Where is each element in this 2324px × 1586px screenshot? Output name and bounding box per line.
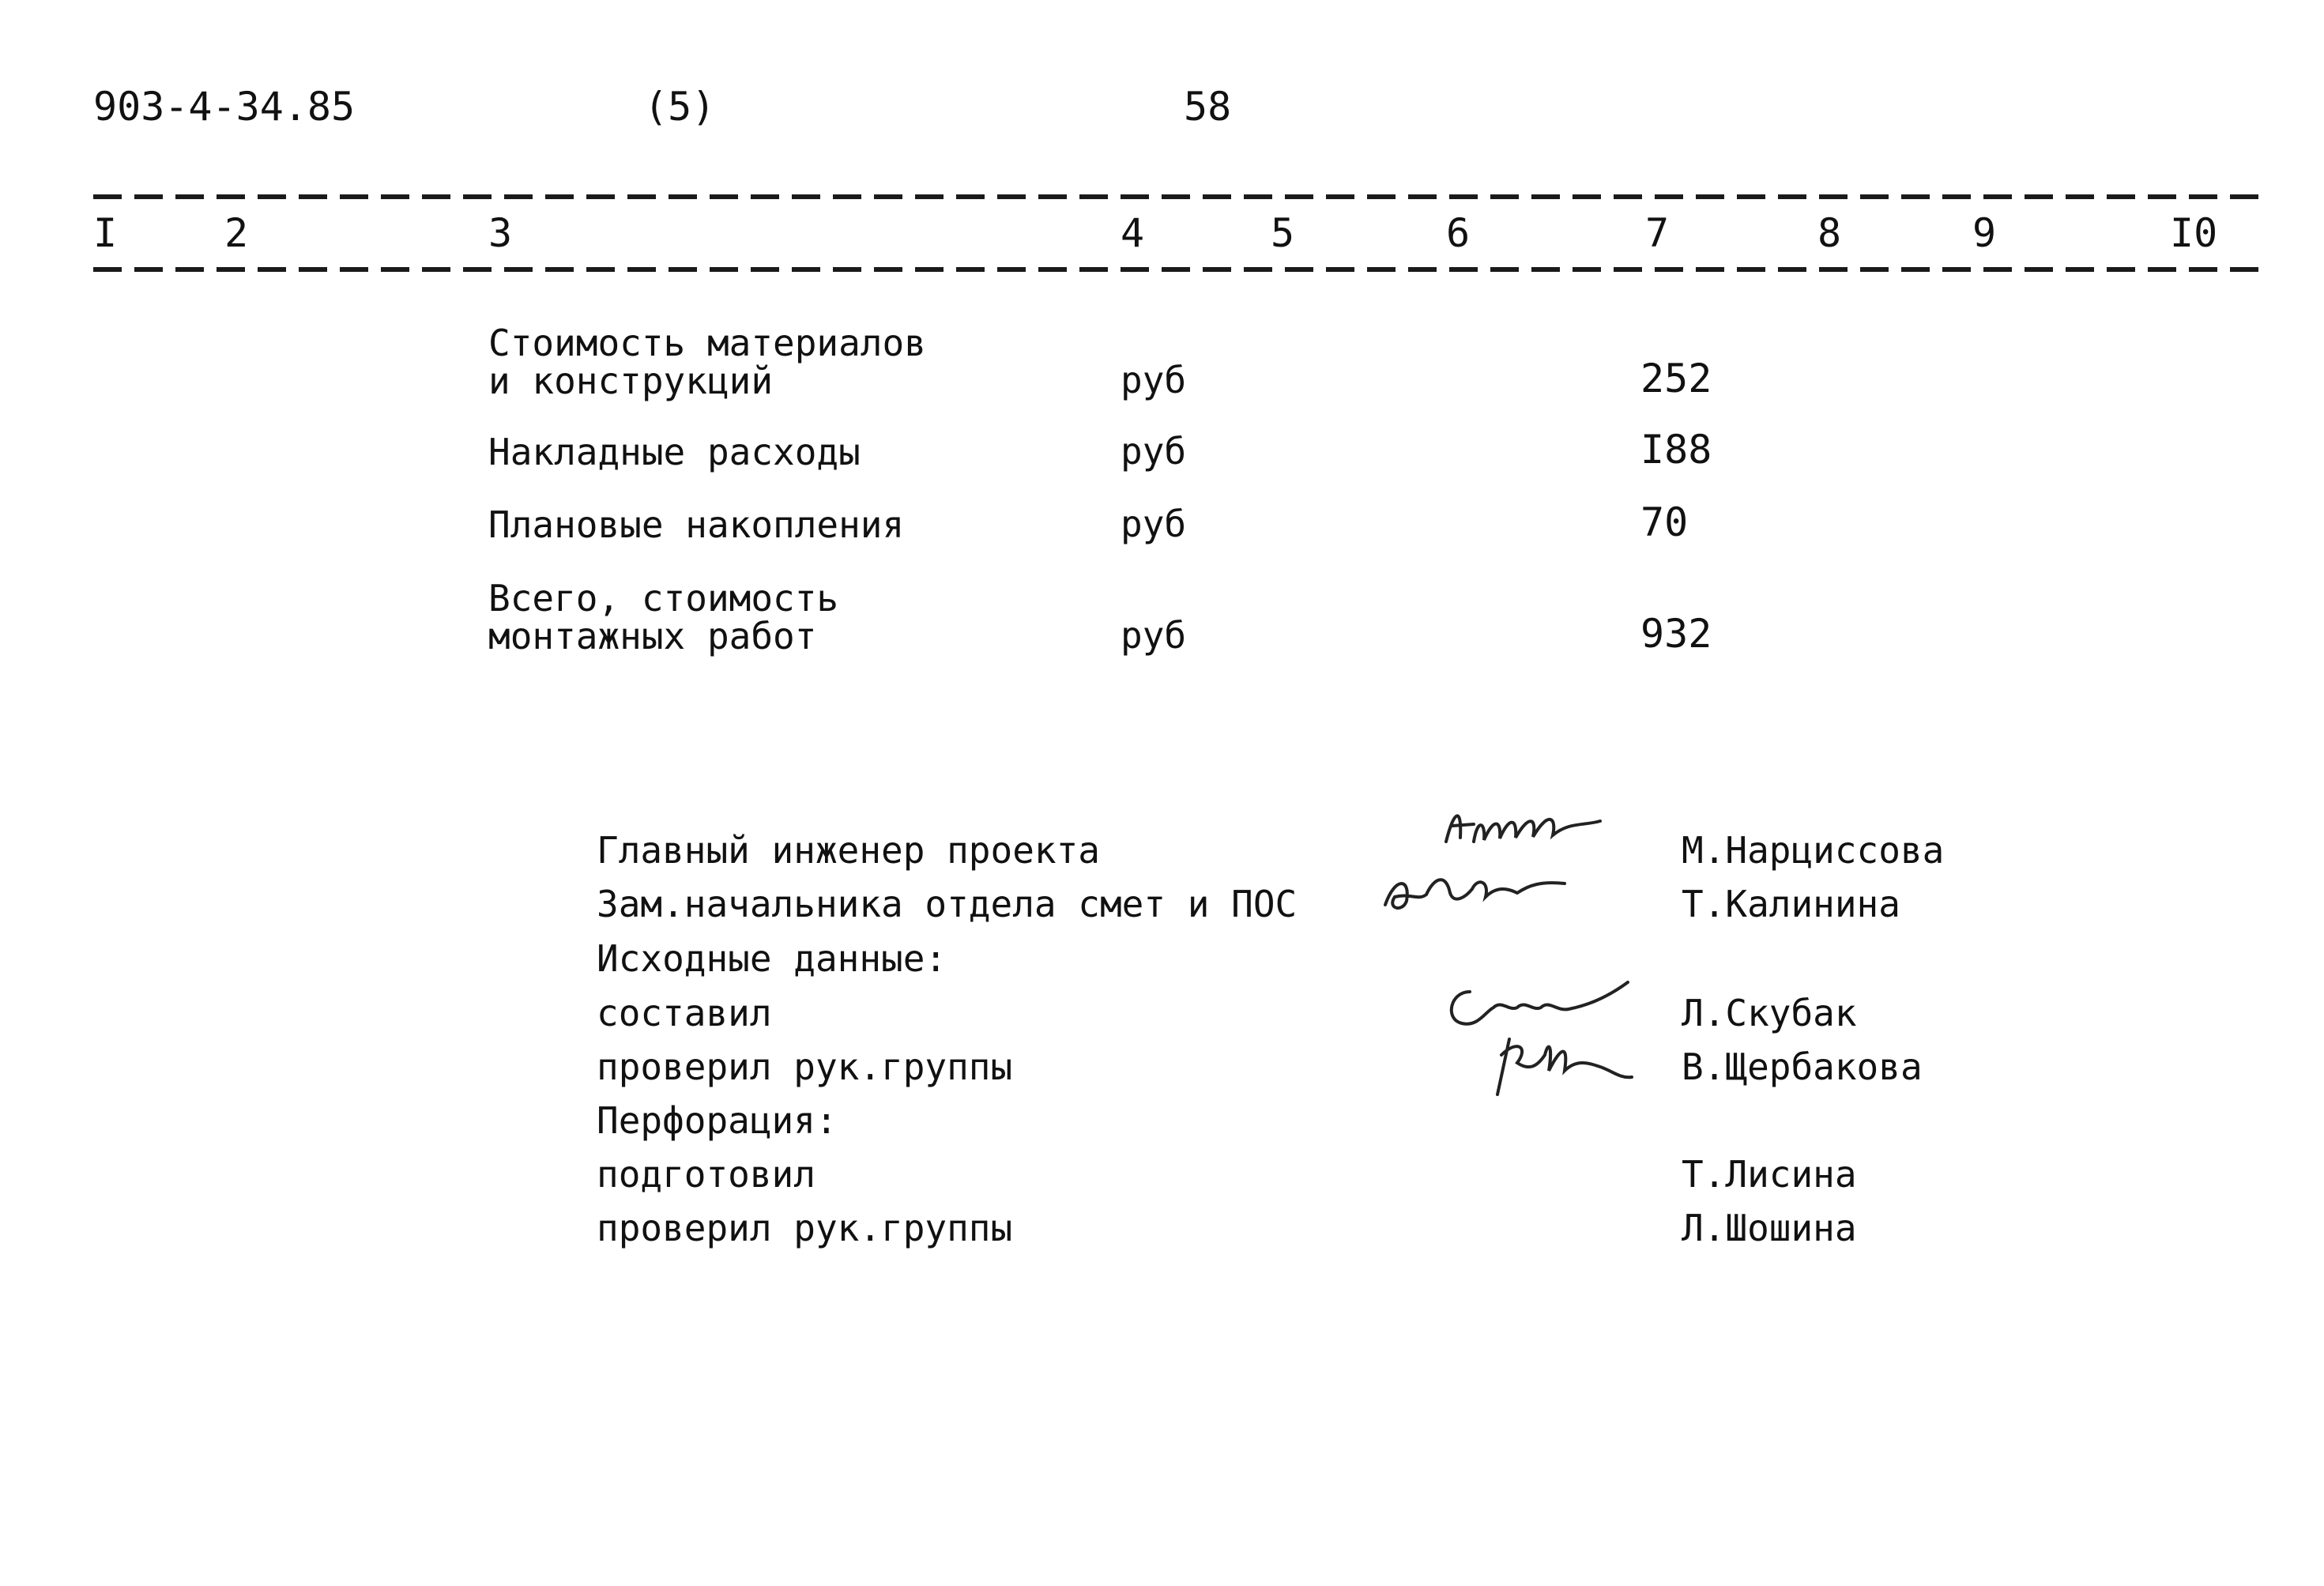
column-header-6: 6	[1446, 210, 1471, 256]
table-row-unit: руб	[1121, 614, 1187, 657]
signature-label: проверил рук.группы	[597, 1045, 1013, 1088]
table-row-unit: руб	[1121, 430, 1187, 473]
handwritten-signature-compiled	[1438, 976, 1644, 1035]
table-row-label: Всего, стоимость	[488, 577, 839, 620]
signatory-name: М.Нарциссова	[1682, 829, 1945, 872]
table-row-label: Стоимость материалов	[488, 322, 926, 364]
column-header-2: 2	[224, 210, 249, 256]
signatory-name: Т.Калинина	[1682, 883, 1900, 925]
table-row-value: 252	[1640, 356, 1712, 401]
table-row-label: и конструкций	[488, 360, 774, 402]
signature-label: Перфорация:	[597, 1099, 838, 1142]
table-row-value: 70	[1640, 499, 1689, 545]
column-header-7: 7	[1645, 210, 1670, 256]
column-header-3: 3	[488, 210, 513, 256]
column-header-4: 4	[1121, 210, 1145, 256]
document-code: 903-4-34.85	[93, 84, 356, 130]
signatory-name: Л.Скубак	[1682, 992, 1857, 1034]
table-row-unit: руб	[1121, 503, 1187, 545]
column-header-1: I	[93, 210, 118, 256]
table-row-label: Накладные расходы	[488, 431, 861, 473]
page-number: 58	[1184, 84, 1232, 130]
signatory-name: Т.Лисина	[1682, 1153, 1857, 1196]
table-row-value: I88	[1640, 427, 1712, 473]
signatory-name: Л.Шошина	[1682, 1207, 1857, 1249]
table-row-label: Плановые накопления	[488, 503, 905, 546]
signature-label: Зам.начальника отдела смет и ПОС	[597, 883, 1298, 925]
signature-label: подготовил	[597, 1153, 815, 1196]
table-row-unit: руб	[1121, 359, 1187, 401]
column-header-5: 5	[1271, 210, 1295, 256]
column-header-10: I0	[2170, 210, 2218, 256]
column-header-8: 8	[1817, 210, 1842, 256]
handwritten-signature-chief	[1438, 802, 1612, 857]
handwritten-signature-deputy	[1379, 861, 1576, 917]
document-part: (5)	[644, 84, 716, 130]
signature-label: составил	[597, 992, 772, 1034]
column-header-9: 9	[1972, 210, 1997, 256]
signature-label: проверил рук.группы	[597, 1207, 1013, 1249]
table-row-value: 932	[1640, 611, 1712, 657]
table-top-rule	[93, 194, 2258, 199]
handwritten-signature-checked	[1486, 1031, 1644, 1102]
signature-label: Исходные данные:	[597, 937, 947, 980]
signatory-name: В.Щербакова	[1682, 1045, 1923, 1088]
signature-label: Главный инженер проекта	[597, 829, 1100, 872]
table-row-label: монтажных работ	[488, 615, 817, 657]
table-header-rule	[93, 267, 2258, 272]
